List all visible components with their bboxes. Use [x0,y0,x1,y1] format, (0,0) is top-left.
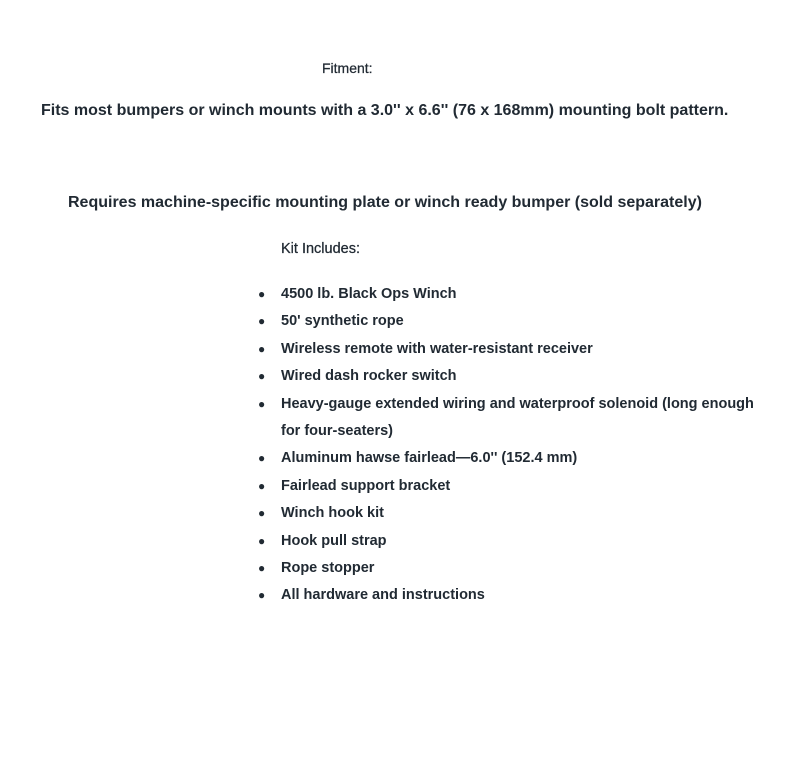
bullet-icon: ● [258,314,266,329]
list-item-text: 4500 lb. Black Ops Winch [281,286,457,302]
list-item-text: Fairlead support bracket [281,477,451,494]
list-item-text: Aluminum hawse fairlead—6.0'' (152.4 mm) [281,450,578,467]
list-item-text: Wired dash rocker switch [281,368,457,385]
list-item-text: 50' synthetic rope [281,313,404,330]
list-item [258,281,778,308]
list-item-text: Hook pull strap [281,532,387,549]
bullet-icon: ● [258,369,266,384]
list-item [258,308,778,335]
list-item-text: Rope stopper [281,560,375,577]
mounting-requirement-note: Requires machine-specific mounting plate or winch ready bumper (sold separately) [68,194,702,211]
list-item [258,336,778,363]
fitment-heading: Fitment: [322,60,373,76]
bullet-icon: ● [258,506,266,521]
list-item [258,363,778,390]
list-item [258,391,778,446]
bullet-icon: ● [258,533,266,548]
bullet-icon: ● [258,451,266,466]
list-item [258,555,778,582]
bullet-icon: ● [258,561,266,576]
list-item [258,445,778,472]
kit-includes-heading: Kit Includes: [281,241,360,257]
bullet-icon: ● [258,396,266,411]
list-item [258,582,778,609]
list-item [258,473,778,500]
kit-includes-list [258,281,778,610]
list-item-text: All hardware and instructions [281,587,485,604]
list-item [258,528,778,555]
list-item [258,500,778,527]
list-item-text: Heavy-gauge extended wiring and waterproof solenoid (long enough for four-seaters) [281,395,754,440]
bullet-icon: ● [258,478,266,493]
fitment-description: Fits most bumpers or winch mounts with a 3.0'' x 6.6'' (76 x 168mm) mounting bolt pattern. [41,102,729,119]
list-item-text: Winch hook kit [281,505,384,522]
list-item-text: Wireless remote with water-resistant receiver [281,340,593,357]
bullet-icon: ● [258,341,266,356]
bullet-icon: ● [258,287,266,301]
bullet-icon: ● [258,588,266,603]
